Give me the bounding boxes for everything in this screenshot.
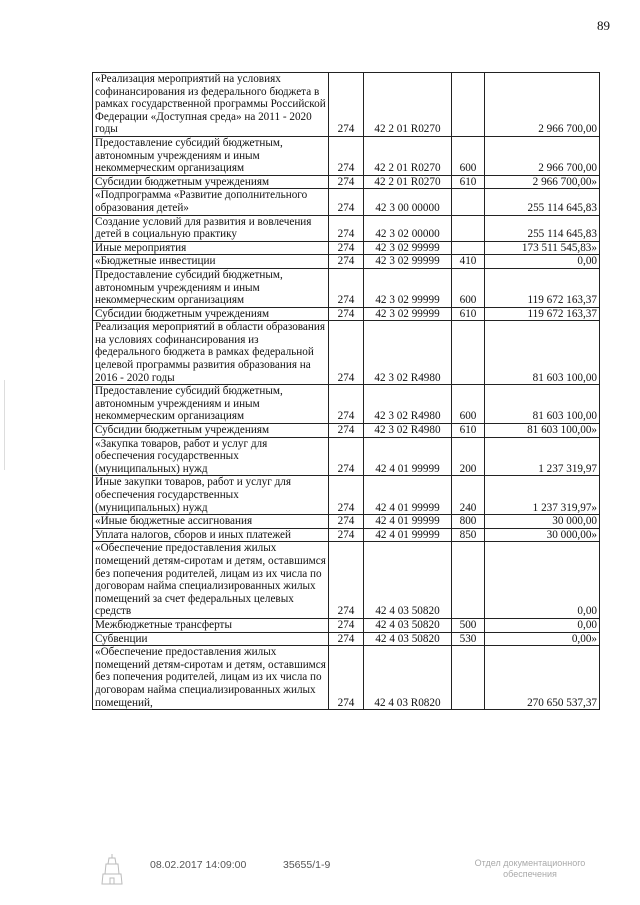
row-grbs: 274 bbox=[329, 476, 364, 515]
row-csr: 42 3 02 R4980 bbox=[364, 321, 452, 385]
row-csr: 42 4 01 99999 bbox=[364, 437, 452, 476]
row-grbs: 274 bbox=[329, 632, 364, 646]
footer-document-code: 35655/1-9 bbox=[283, 859, 331, 871]
row-sum: 0,00 bbox=[485, 618, 600, 632]
row-grbs: 274 bbox=[329, 268, 364, 307]
row-name: Иные мероприятия bbox=[93, 241, 329, 255]
row-name: «Реализация мероприятий на условиях софинансирования из федерального бюджета в рамках государственной программы Российской Федерации «Доступная среда» на 2011 - 2020 годы bbox=[93, 73, 329, 137]
table-row bbox=[93, 632, 600, 646]
row-grbs: 274 bbox=[329, 618, 364, 632]
row-name: Межбюджетные трансферты bbox=[93, 618, 329, 632]
row-vr: 500 bbox=[452, 618, 485, 632]
row-csr: 42 3 02 00000 bbox=[364, 215, 452, 241]
row-name: Субсидии бюджетным учреждениям bbox=[93, 424, 329, 438]
row-sum: 30 000,00» bbox=[485, 528, 600, 542]
row-vr: 410 bbox=[452, 255, 485, 269]
row-name: Субсидии бюджетным учреждениям bbox=[93, 175, 329, 189]
row-vr: 610 bbox=[452, 307, 485, 321]
row-grbs: 274 bbox=[329, 528, 364, 542]
row-sum: 81 603 100,00 bbox=[485, 385, 600, 424]
row-csr: 42 4 03 50820 bbox=[364, 542, 452, 619]
row-name: Предоставление субсидий бюджетным, автономным учреждениям и иным некоммерческим организациям bbox=[93, 268, 329, 307]
table-row bbox=[93, 136, 600, 175]
row-vr: 600 bbox=[452, 268, 485, 307]
table-row bbox=[93, 646, 600, 710]
row-vr: 800 bbox=[452, 515, 485, 529]
table-row bbox=[93, 476, 600, 515]
row-csr: 42 4 03 R0820 bbox=[364, 646, 452, 710]
row-sum: 270 650 537,37 bbox=[485, 646, 600, 710]
row-grbs: 274 bbox=[329, 189, 364, 215]
row-csr: 42 3 02 99999 bbox=[364, 255, 452, 269]
table-row bbox=[93, 515, 600, 529]
row-csr: 42 4 01 99999 bbox=[364, 476, 452, 515]
row-grbs: 274 bbox=[329, 542, 364, 619]
row-sum: 1 237 319,97» bbox=[485, 476, 600, 515]
table-row bbox=[93, 255, 600, 269]
row-grbs: 274 bbox=[329, 437, 364, 476]
table-row bbox=[93, 424, 600, 438]
row-grbs: 274 bbox=[329, 175, 364, 189]
row-csr: 42 4 03 50820 bbox=[364, 632, 452, 646]
row-sum: 2 966 700,00 bbox=[485, 136, 600, 175]
row-grbs: 274 bbox=[329, 307, 364, 321]
row-vr bbox=[452, 215, 485, 241]
table-row bbox=[93, 73, 600, 137]
row-grbs: 274 bbox=[329, 215, 364, 241]
table-row bbox=[93, 321, 600, 385]
row-csr: 42 3 02 99999 bbox=[364, 307, 452, 321]
row-vr: 600 bbox=[452, 136, 485, 175]
row-sum: 0,00 bbox=[485, 542, 600, 619]
row-vr bbox=[452, 321, 485, 385]
row-vr bbox=[452, 542, 485, 619]
row-csr: 42 3 02 99999 bbox=[364, 268, 452, 307]
row-sum: 1 237 319,97 bbox=[485, 437, 600, 476]
row-csr: 42 3 00 00000 bbox=[364, 189, 452, 215]
row-name: Создание условий для развития и вовлечения детей в социальную практику bbox=[93, 215, 329, 241]
row-sum: 0,00» bbox=[485, 632, 600, 646]
row-csr: 42 3 02 99999 bbox=[364, 241, 452, 255]
table-row bbox=[93, 189, 600, 215]
row-sum: 255 114 645,83 bbox=[485, 189, 600, 215]
row-name: «Бюджетные инвестиции bbox=[93, 255, 329, 269]
row-name: «Закупка товаров, работ и услуг для обеспечения государственных (муниципальных) нужд bbox=[93, 437, 329, 476]
table-row bbox=[93, 268, 600, 307]
row-grbs: 274 bbox=[329, 321, 364, 385]
row-vr bbox=[452, 241, 485, 255]
row-name: Предоставление субсидий бюджетным, автономным учреждениям и иным некоммерческим организациям bbox=[93, 385, 329, 424]
row-name: Реализация мероприятий в области образования на условиях софинансирования из федерального бюджета в рамках федеральной целевой программы развития образования на 2016 - 2020 годы bbox=[93, 321, 329, 385]
row-sum: 119 672 163,37 bbox=[485, 307, 600, 321]
row-grbs: 274 bbox=[329, 646, 364, 710]
row-name: Предоставление субсидий бюджетным, автономным учреждениям и иным некоммерческим организациям bbox=[93, 136, 329, 175]
row-csr: 42 2 01 R0270 bbox=[364, 73, 452, 137]
footer-date: 08.02.2017 14:09:00 bbox=[150, 859, 247, 871]
page-number: 89 bbox=[597, 18, 610, 33]
table-row bbox=[93, 618, 600, 632]
row-name: «Подпрограмма «Развитие дополнительного образования детей» bbox=[93, 189, 329, 215]
table-row bbox=[93, 437, 600, 476]
row-vr: 200 bbox=[452, 437, 485, 476]
row-vr: 600 bbox=[452, 385, 485, 424]
row-csr: 42 2 01 R0270 bbox=[364, 175, 452, 189]
table-row bbox=[93, 542, 600, 619]
row-csr: 42 4 03 50820 bbox=[364, 618, 452, 632]
row-vr: 530 bbox=[452, 632, 485, 646]
table-row bbox=[93, 528, 600, 542]
row-sum: 0,00 bbox=[485, 255, 600, 269]
table-body bbox=[93, 73, 600, 710]
row-sum: 255 114 645,83 bbox=[485, 215, 600, 241]
row-grbs: 274 bbox=[329, 136, 364, 175]
row-vr bbox=[452, 189, 485, 215]
row-grbs: 274 bbox=[329, 424, 364, 438]
row-sum: 81 603 100,00» bbox=[485, 424, 600, 438]
row-vr: 610 bbox=[452, 175, 485, 189]
row-name: Иные закупки товаров, работ и услуг для обеспечения государственных (муниципальных) нужд bbox=[93, 476, 329, 515]
row-vr bbox=[452, 73, 485, 137]
row-vr bbox=[452, 646, 485, 710]
row-name: «Обеспечение предоставления жилых помещений детям-сиротам и детям, оставшимся без попечения родителей, лицам из их числа по договорам найма специализированных жилых помещений, bbox=[93, 646, 329, 710]
row-grbs: 274 bbox=[329, 255, 364, 269]
table-row bbox=[93, 215, 600, 241]
table-row bbox=[93, 385, 600, 424]
row-vr: 850 bbox=[452, 528, 485, 542]
row-name: Субсидии бюджетным учреждениям bbox=[93, 307, 329, 321]
footer-stamp: Отдел документационного обеспечения bbox=[474, 858, 586, 879]
row-sum: 173 511 545,83» bbox=[485, 241, 600, 255]
row-sum: 2 966 700,00 bbox=[485, 73, 600, 137]
row-sum: 30 000,00 bbox=[485, 515, 600, 529]
row-sum: 2 966 700,00» bbox=[485, 175, 600, 189]
row-vr: 240 bbox=[452, 476, 485, 515]
row-vr: 610 bbox=[452, 424, 485, 438]
budget-table bbox=[92, 72, 600, 710]
row-grbs: 274 bbox=[329, 385, 364, 424]
row-sum: 119 672 163,37 bbox=[485, 268, 600, 307]
table-row bbox=[93, 175, 600, 189]
row-csr: 42 4 01 99999 bbox=[364, 515, 452, 529]
row-name: Уплата налогов, сборов и иных платежей bbox=[93, 528, 329, 542]
row-name: «Иные бюджетные ассигнования bbox=[93, 515, 329, 529]
row-grbs: 274 bbox=[329, 515, 364, 529]
table-row bbox=[93, 241, 600, 255]
table-row bbox=[93, 307, 600, 321]
row-name: «Обеспечение предоставления жилых помещений детям-сиротам и детям, оставшимся без попечения родителей, лицам из их числа по договорам найма специализированных жилых помещений за счет федеральных целевых средств bbox=[93, 542, 329, 619]
row-csr: 42 2 01 R0270 bbox=[364, 136, 452, 175]
row-name: Субвенции bbox=[93, 632, 329, 646]
scan-edge-mark bbox=[4, 380, 5, 470]
emblem-icon bbox=[100, 852, 124, 886]
row-csr: 42 3 02 R4980 bbox=[364, 385, 452, 424]
row-csr: 42 3 02 R4980 bbox=[364, 424, 452, 438]
row-csr: 42 4 01 99999 bbox=[364, 528, 452, 542]
row-grbs: 274 bbox=[329, 73, 364, 137]
row-grbs: 274 bbox=[329, 241, 364, 255]
row-sum: 81 603 100,00 bbox=[485, 321, 600, 385]
